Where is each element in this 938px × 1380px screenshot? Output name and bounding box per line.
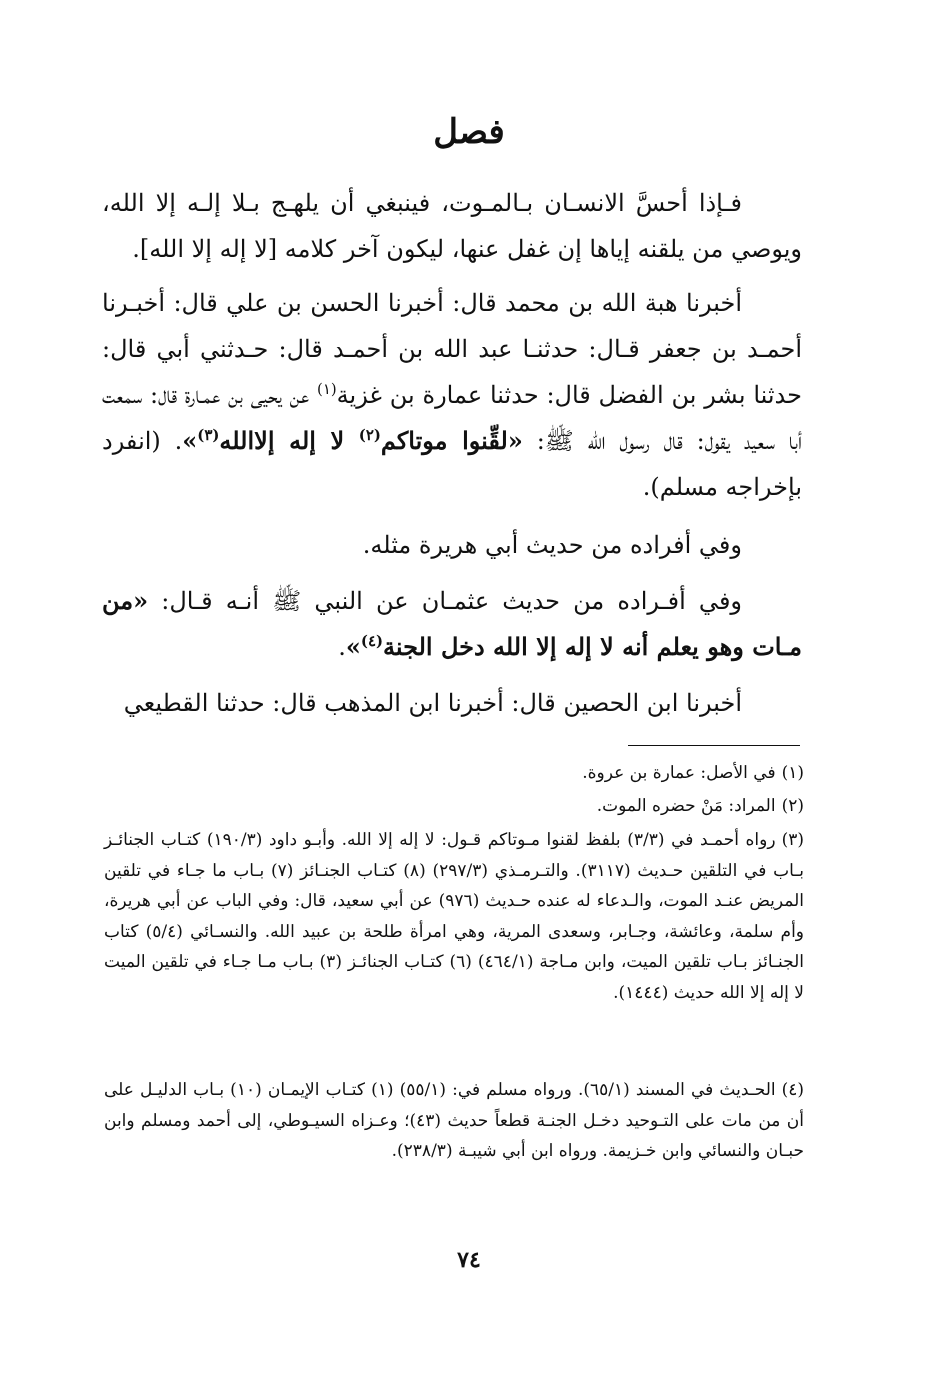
paragraph-2-body <box>102 280 802 510</box>
footnote-separator <box>628 745 800 746</box>
footnote-ref-3: (٣) <box>197 426 220 444</box>
footnote-2 <box>104 791 804 822</box>
paragraph-4 <box>102 578 802 670</box>
paragraph-2-tail: . (انفرد بإخراجه مسلم). <box>102 427 802 501</box>
paragraph-5 <box>102 680 802 726</box>
paragraph-4-text: وفي أفـراده من حديث عثمـان عن النبي ﷺ أنـه قـال: <box>148 587 742 615</box>
paragraph-1 <box>102 180 802 272</box>
hadith-quote-2-close: » <box>345 632 361 661</box>
footnote-3-number: (٣) <box>781 830 804 850</box>
paragraph-4-tail: . <box>338 633 346 661</box>
footnote-2-number: (٢) <box>781 796 804 816</box>
hadith-quote-1-mid: لا إله إلاالله <box>219 426 359 455</box>
footnote-4-text: الحـديث في المسند (٦٥/١). ورواه مسلم في: (٥٥/١) (١) كتـاب الإيمـان (١٠) بـاب الدليـل على أن من مات على التـوحيد دخـل الجنـة قطعاً حديث (٤٣)؛ وعـزاه السيـوطي، إلى أحمد ومسلم وابن حبـان والنسائي وابن خـزيمة. ورواه ابن أبي شيبـة (٢٣٨/٣). <box>104 1080 804 1161</box>
footnote-3-text: رواه أحمـد في (٣/٣) بلفظ لقنوا مـوتاكم قـول: لا إله إلا الله. وأبـو داود (١٩٠/٣) كتـاب الجنائـز بـاب في التلقين حـديث (٣١١٧). والتـرمـذي (٢٩٧/٣) (٨) كتـاب الجنـائز (٧) بـاب ما جـاء في تلقين المريض عنـد الموت، والـدعاء له عنده حـديث (٩٧٦) عن أبي سعيد، قال: وفي الباب عن أبي هريرة، وأم سلمة، وعائشة، وجـابر، وسعدى المرية، وهي امرأة طلحة بن عبيد الله. والنسـائي (٥/٤) كتاب الجنـائز بـاب تلقين الميت، وابن مـاجة (٤٦٤/١) (٦) كتـاب الجنائـز (٣) بـاب مـا جـاء في تلقين الميت لا إله إلا الله حديث (١٤٤٤). <box>104 830 805 1003</box>
paragraph-5-text: أخبرنا ابن الحصين قال: أخبرنا ابن المذهب قال: حدثنا القطيعي <box>123 689 742 717</box>
paragraph-3 <box>102 522 802 568</box>
footnote-ref-4: (٤) <box>360 632 383 650</box>
footnote-3 <box>104 825 804 1008</box>
paragraph-4-body <box>102 578 802 670</box>
footnote-2-text: المراد: مَنْ حضره الموت. <box>596 796 776 816</box>
paragraph-1-text: فـإذا أحسَّ الانسـان بـالمـوت، فينبغي أن يلهـج بـلا إلـه إلا الله، ويوصي من يلقنه إياها إن غفل عنها، ليكون آخر كلامه [لا إله إلا الله]. <box>102 189 802 263</box>
hadith-quote-1-close: » <box>182 426 198 455</box>
footnote-4-number: (٤) <box>781 1080 805 1100</box>
paragraph-3-text: وفي أفراده من حديث أبي هريرة مثله. <box>362 531 742 559</box>
footnote-4 <box>104 1075 804 1167</box>
paragraph-2 <box>102 280 802 510</box>
footnote-ref-1: (١) <box>317 380 337 398</box>
footnote-1 <box>104 758 804 789</box>
page-number: ٧٤ <box>457 1247 481 1273</box>
paragraph-2-text-b: عن يحيى بن عمـارة قال: سمعت أبا سعيد يقول: قال رسول الله ﷺ: <box>102 381 803 455</box>
footnote-ref-2: (٢) <box>358 426 381 444</box>
hadith-quote-2: «من مـات وهو يعلم أنه لا إله إلا الله دخل الجنة <box>102 586 802 661</box>
footnote-1-text: في الأصل: عمارة بن عروة. <box>582 763 776 783</box>
footnote-1-number: (١) <box>781 763 804 783</box>
section-heading: فصل <box>433 112 505 152</box>
hadith-quote-1-open: «لقِّنوا موتاكم <box>380 426 523 455</box>
paragraph-2-text-a: أخبرنا هبة الله بن محمد قال: أخبرنا الحسن بن علي قال: أخبـرنا أحمـد بن جعفر قـال: حدثنـا عبد الله بن أحمـد قال: حـدثني أبي قال: حدثنا بشر بن الفضل قال: حدثنا عمارة بن غزية <box>102 289 802 409</box>
